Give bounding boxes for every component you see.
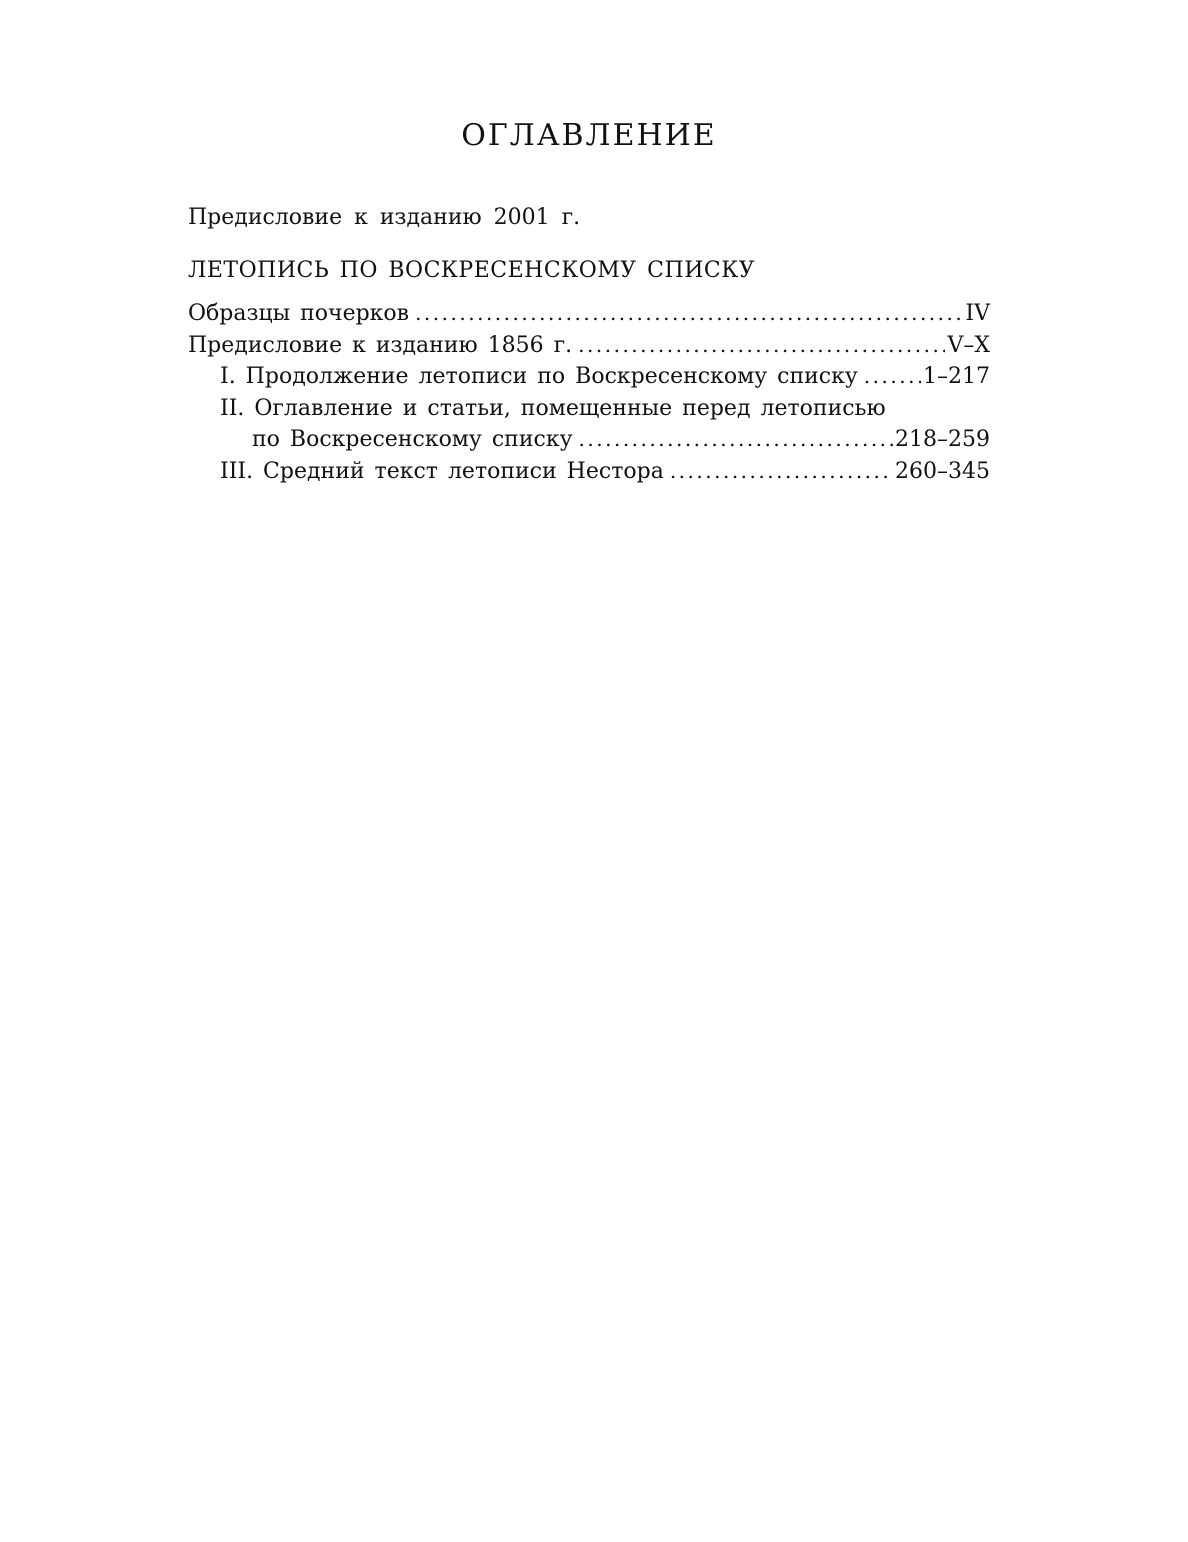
toc-entry-sredniy-tekst-nestora	[188, 456, 990, 488]
toc-entry-predislovie-1856	[188, 330, 990, 362]
toc-entry-label: Предисловие к изданию 1856 г.	[188, 332, 573, 358]
preface-2001-line: Предисловие к изданию 2001 г.	[188, 205, 581, 230]
toc-entry-obraztsy-pocherkov	[188, 298, 990, 330]
toc-list	[188, 298, 990, 487]
dot-leader	[864, 361, 921, 393]
toc-entry-oglavlenie-i-stati-line2	[188, 424, 990, 456]
toc-entry-pages: V–X	[947, 332, 990, 358]
toc-entry-pages: 260–345	[895, 458, 990, 484]
dot-leader	[579, 424, 893, 456]
toc-entry-label: Образцы почерков	[188, 301, 410, 326]
section-header: ЛЕТОПИСЬ ПО ВОСКРЕСЕНСКОМУ СПИСКУ	[188, 258, 756, 283]
toc-entry-label: III. Средний текст летописи Нестора	[220, 458, 664, 484]
dot-leader	[670, 456, 893, 488]
toc-entry-oglavlenie-i-stati-line1	[188, 393, 990, 425]
dot-leader	[578, 330, 945, 362]
toc-entry-pages: 218–259	[895, 427, 990, 452]
toc-entry-pages: IV	[965, 301, 990, 326]
toc-entry-continuation-label: по Воскресенскому списку	[252, 427, 573, 452]
toc-entry-pages: 1–217	[923, 364, 990, 389]
toc-entry-label: I. Продолжение летописи по Воскресенскому списку	[220, 364, 858, 389]
dot-leader	[415, 298, 963, 330]
toc-entry-prodolzhenie-letopisi	[188, 361, 990, 393]
toc-entry-label: II. Оглавление и статьи, помещенные перед летописью	[220, 395, 886, 421]
page-title: ОГЛАВЛЕНИЕ	[461, 118, 717, 153]
